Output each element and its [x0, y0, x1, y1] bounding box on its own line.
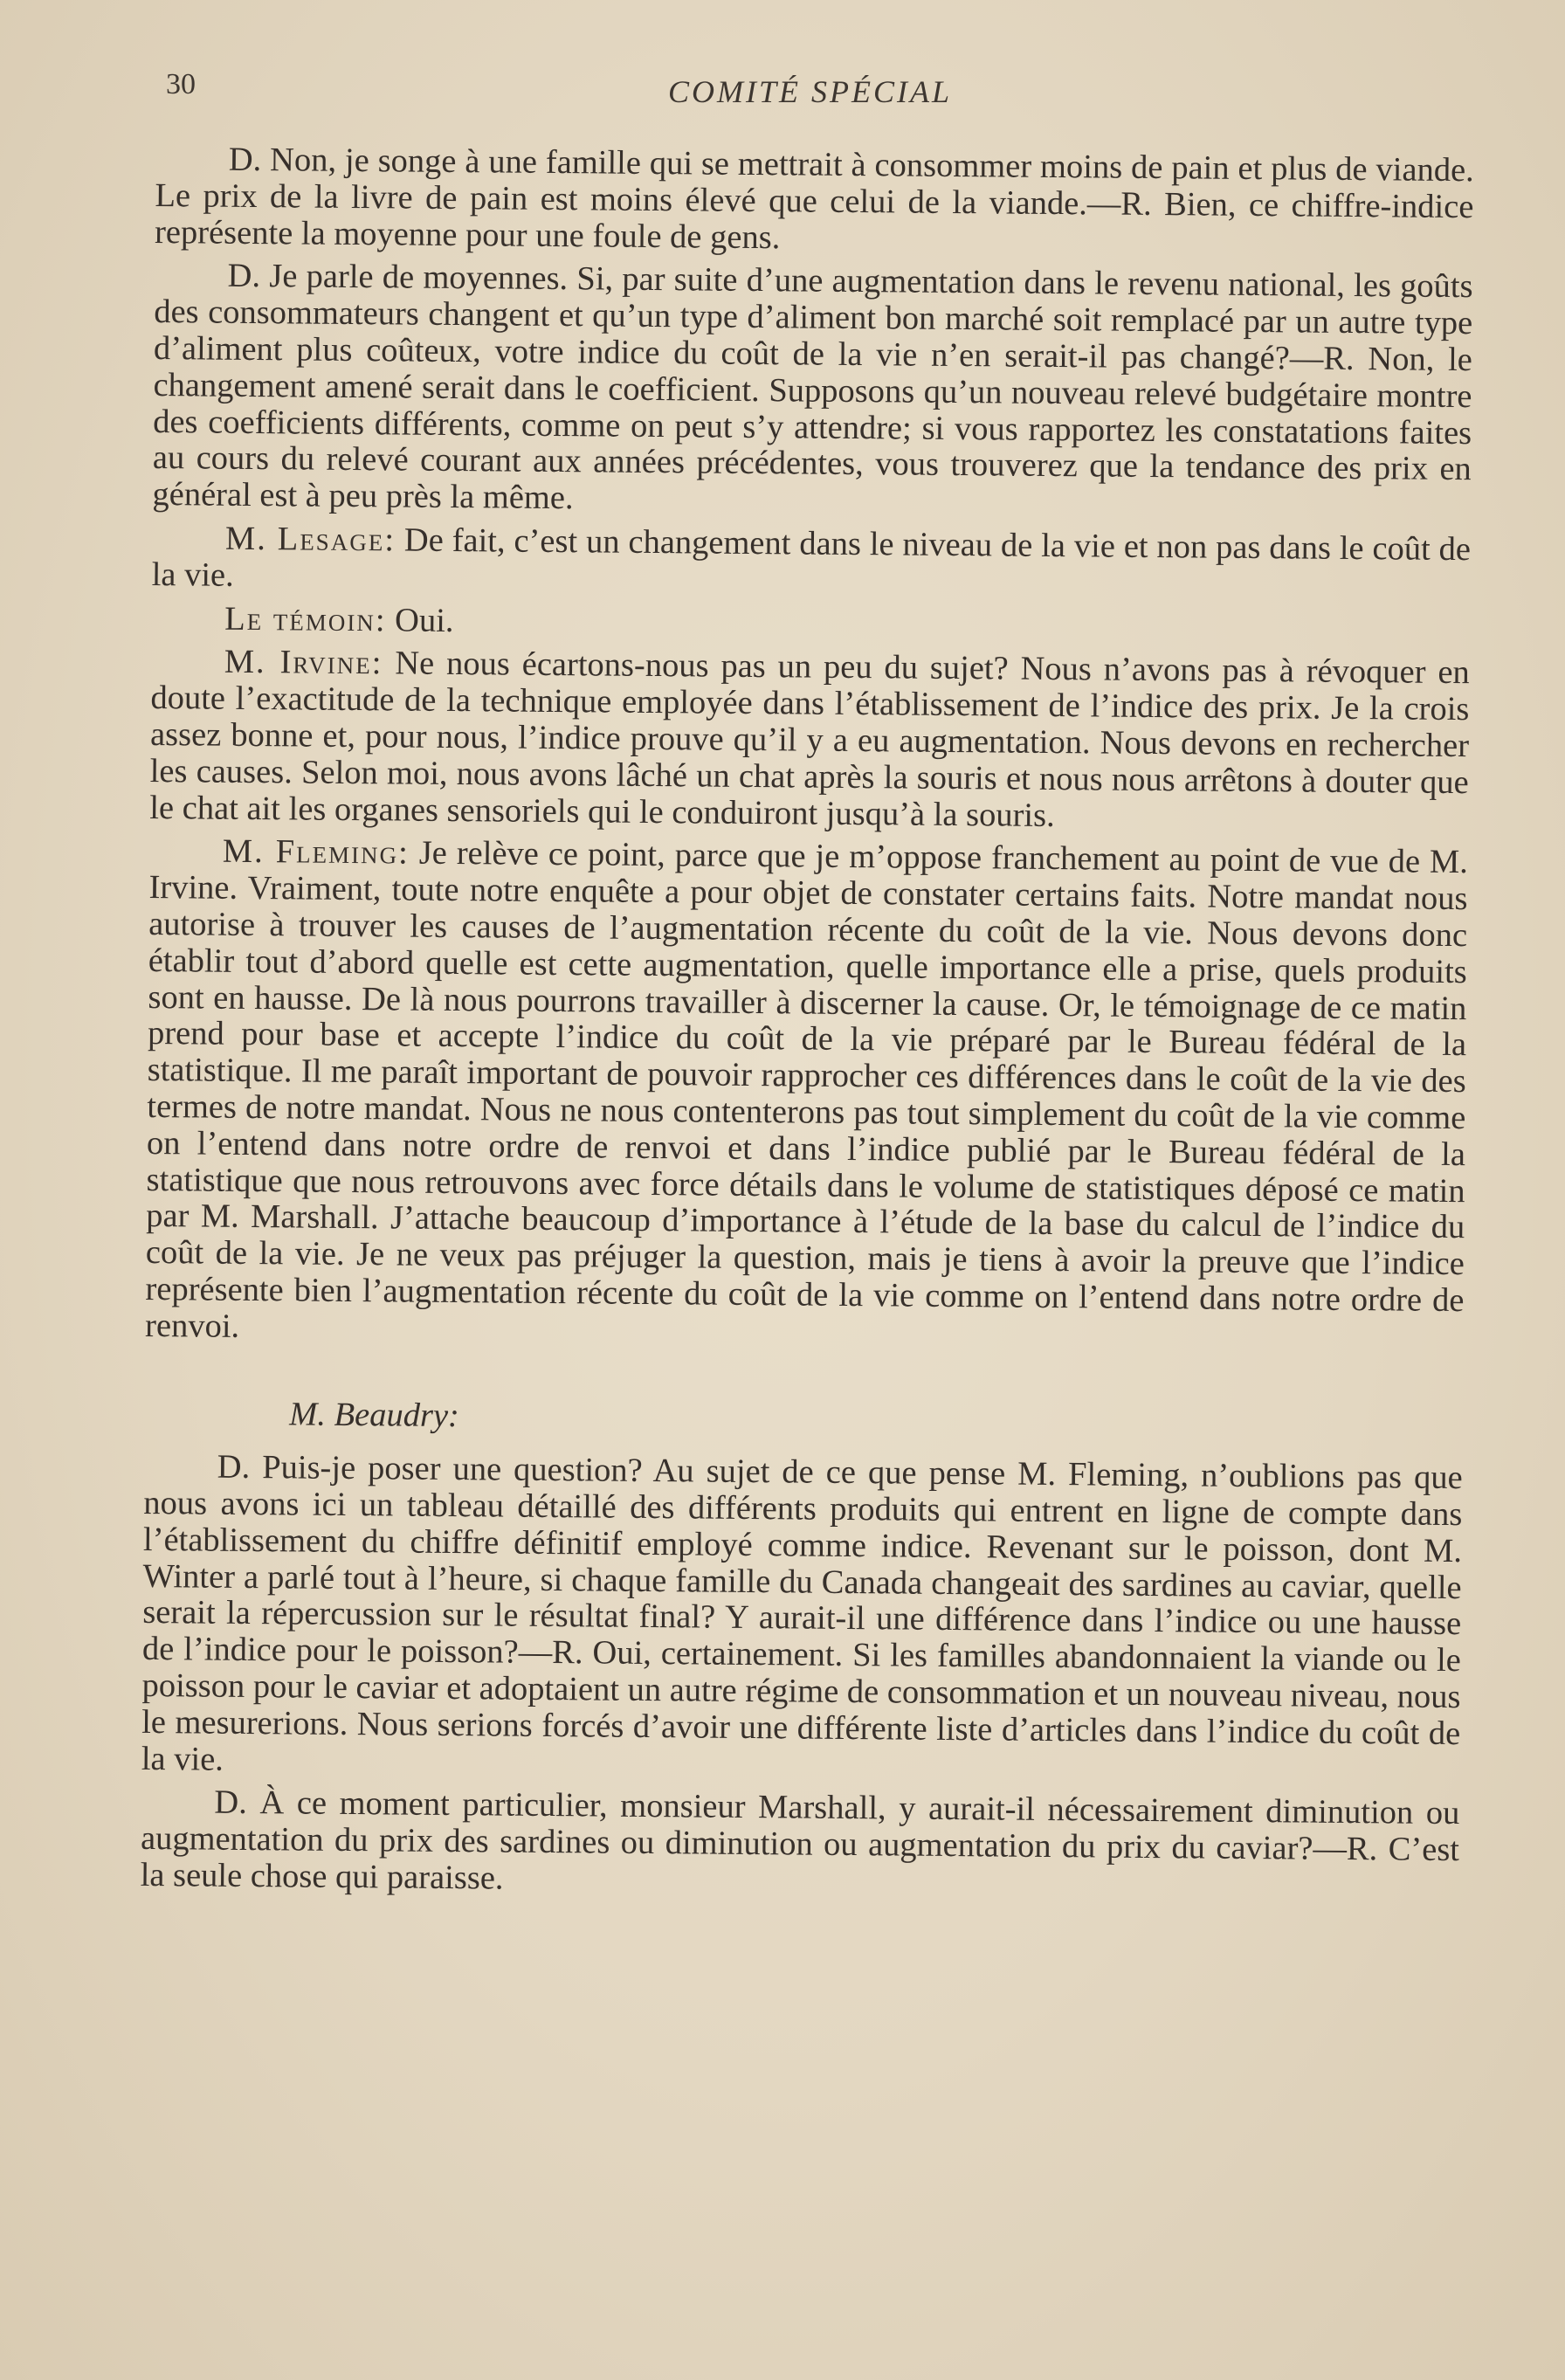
paragraph-text: D. Je parle de moyennes. Si, par suite d’une augmentation dans le revenu national, les goûts des consommateurs changent et qu’un type d’aliment bon marché soit remplacé par un autre type d’aliment plus coûteux, votre indice du coût de la vie n’en serait-il pas changé?—R. Non, le changement amené serait dans le coefficient. Supposons qu’un nouveau relevé budgétaire montre des coefficients différents, comme on peut s’y attendre; si vous rapportez les constatations faites au cours du relevé courant aux années précédentes, vous trouverez que la tendance des prix en général est à peu près la même.	[152, 258, 1473, 517]
page-number: 30	[166, 68, 196, 100]
paragraph	[155, 141, 1474, 263]
paragraph-text: D. À ce moment particulier, monsieur Marshall, y aurait-il nécessairement diminution ou augmentation du prix des sardines ou diminution ou augmentation du prix du caviar?—R. C’est la seule chose qui paraisse.	[140, 1784, 1460, 1897]
paragraph-text: D. Non, je songe à une famille qui se mettrait à consommer moins de pain et plus de viande. Le prix de la livre de pain est moins élevé que celui de la viande.—R. Bien, ce chiffre-indice représente la moyenne pour une foule de gens.	[154, 141, 1474, 256]
paragraph	[152, 258, 1472, 525]
running-title: COMITÉ SPÉCIAL	[668, 74, 952, 109]
paragraph-text: Oui.	[394, 601, 454, 639]
paragraph-text: De fait, c’est un changement dans le niveau de la vie et non pas dans le coût de la vie.	[151, 521, 1472, 594]
speaker-name: M. Lesage:	[224, 520, 396, 559]
page-header	[166, 68, 1476, 121]
paragraph	[151, 521, 1471, 605]
body-text	[140, 141, 1474, 1913]
paragraph	[149, 644, 1470, 838]
paragraph	[141, 1449, 1463, 1789]
speaker-name: M. Fleming:	[222, 833, 410, 872]
section-heading: M. Beaudry:	[289, 1395, 460, 1434]
speaker-name: M. Irvine:	[224, 644, 383, 682]
speaker-name: Le témoin:	[224, 600, 387, 638]
paragraph	[145, 833, 1468, 1356]
paragraph-text: D. Puis-je poser une question? Au sujet de ce que pense M. Fleming, n’oublions pas que nous avons ici un tableau détaillé des différents produits qui entrent en ligne de compte dans l’établissement du chiffre définitif employé comme indice. Revenant sur le poisson, dont M. Winter a parlé tout à l’heure, si chaque famille du Canada changeait des sardines au caviar, quelle serait la répercussion sur le résultat final? Y aurait-il une différence dans l’indice ou une hausse de l’indice pour le poisson?—R. Oui, certainement. Si les familles abandonnaient la viande ou le poisson pour le caviar et adoptaient un autre régime de consommation et un nouveau niveau, nous le mesurerions. Nous serions forcés d’avoir une différente liste d’articles dans l’indice du coût de la vie.	[141, 1448, 1463, 1778]
paragraph	[151, 601, 1470, 649]
paragraph-text: Ne nous écartons-nous pas un peu du sujet? Nous n’avons pas à révoquer en doute l’exactitude de la technique employée dans l’établissement de l’indice des prix. Je la crois assez bonne et, pour nous, l’indice prouve qu’il y a eu augmentation. Nous devons en rechercher les causes. Selon moi, nous avons lâché un chat après la souris et nous nous arrêtons à douter que le chat ait les organes sensoriels qui le conduiront jusqu’à la souris.	[149, 645, 1470, 834]
paragraph-text: Je relève ce point, parce que je m’oppose franchement au point de vue de M. Irvine. Vraiment, toute notre enquête a pour objet de constater certains faits. Notre mandat nous autorise à trouver les causes de l’augmentation récente du coût de la vie. Nous devons donc établir tout d’abord quelle est cette augmentation, quelle importance elle a prise, quels produits sont en hausse. De là nous pourrons travailler à discerner la cause. Or, le témoignage de ce matin prend pour base et accepte l’indice du coût de la vie préparé par le Bureau fédéral de la statistique. Il me paraît important de pouvoir rapprocher ces différences dans le coût de la vie des termes de notre mandat. Nous ne nous contenterons pas tout simplement du coût de la vie comme on l’entend dans notre ordre de renvoi et dans l’indice publié par le Bureau fédéral de la statistique que nous retrouvons avec force détails dans le volume de statistiques déposé ce matin par M. Marshall. J’attache beaucoup d’importance à l’étude de la base du calcul de l’indice du coût de la vie. Je ne veux pas préjuger la question, mais je tiens à avoir la preuve que l’indice représente bien l’augmentation récente du coût de la vie comme on l’entend dans notre ordre de renvoi.	[144, 835, 1469, 1345]
paragraph	[140, 1784, 1459, 1906]
